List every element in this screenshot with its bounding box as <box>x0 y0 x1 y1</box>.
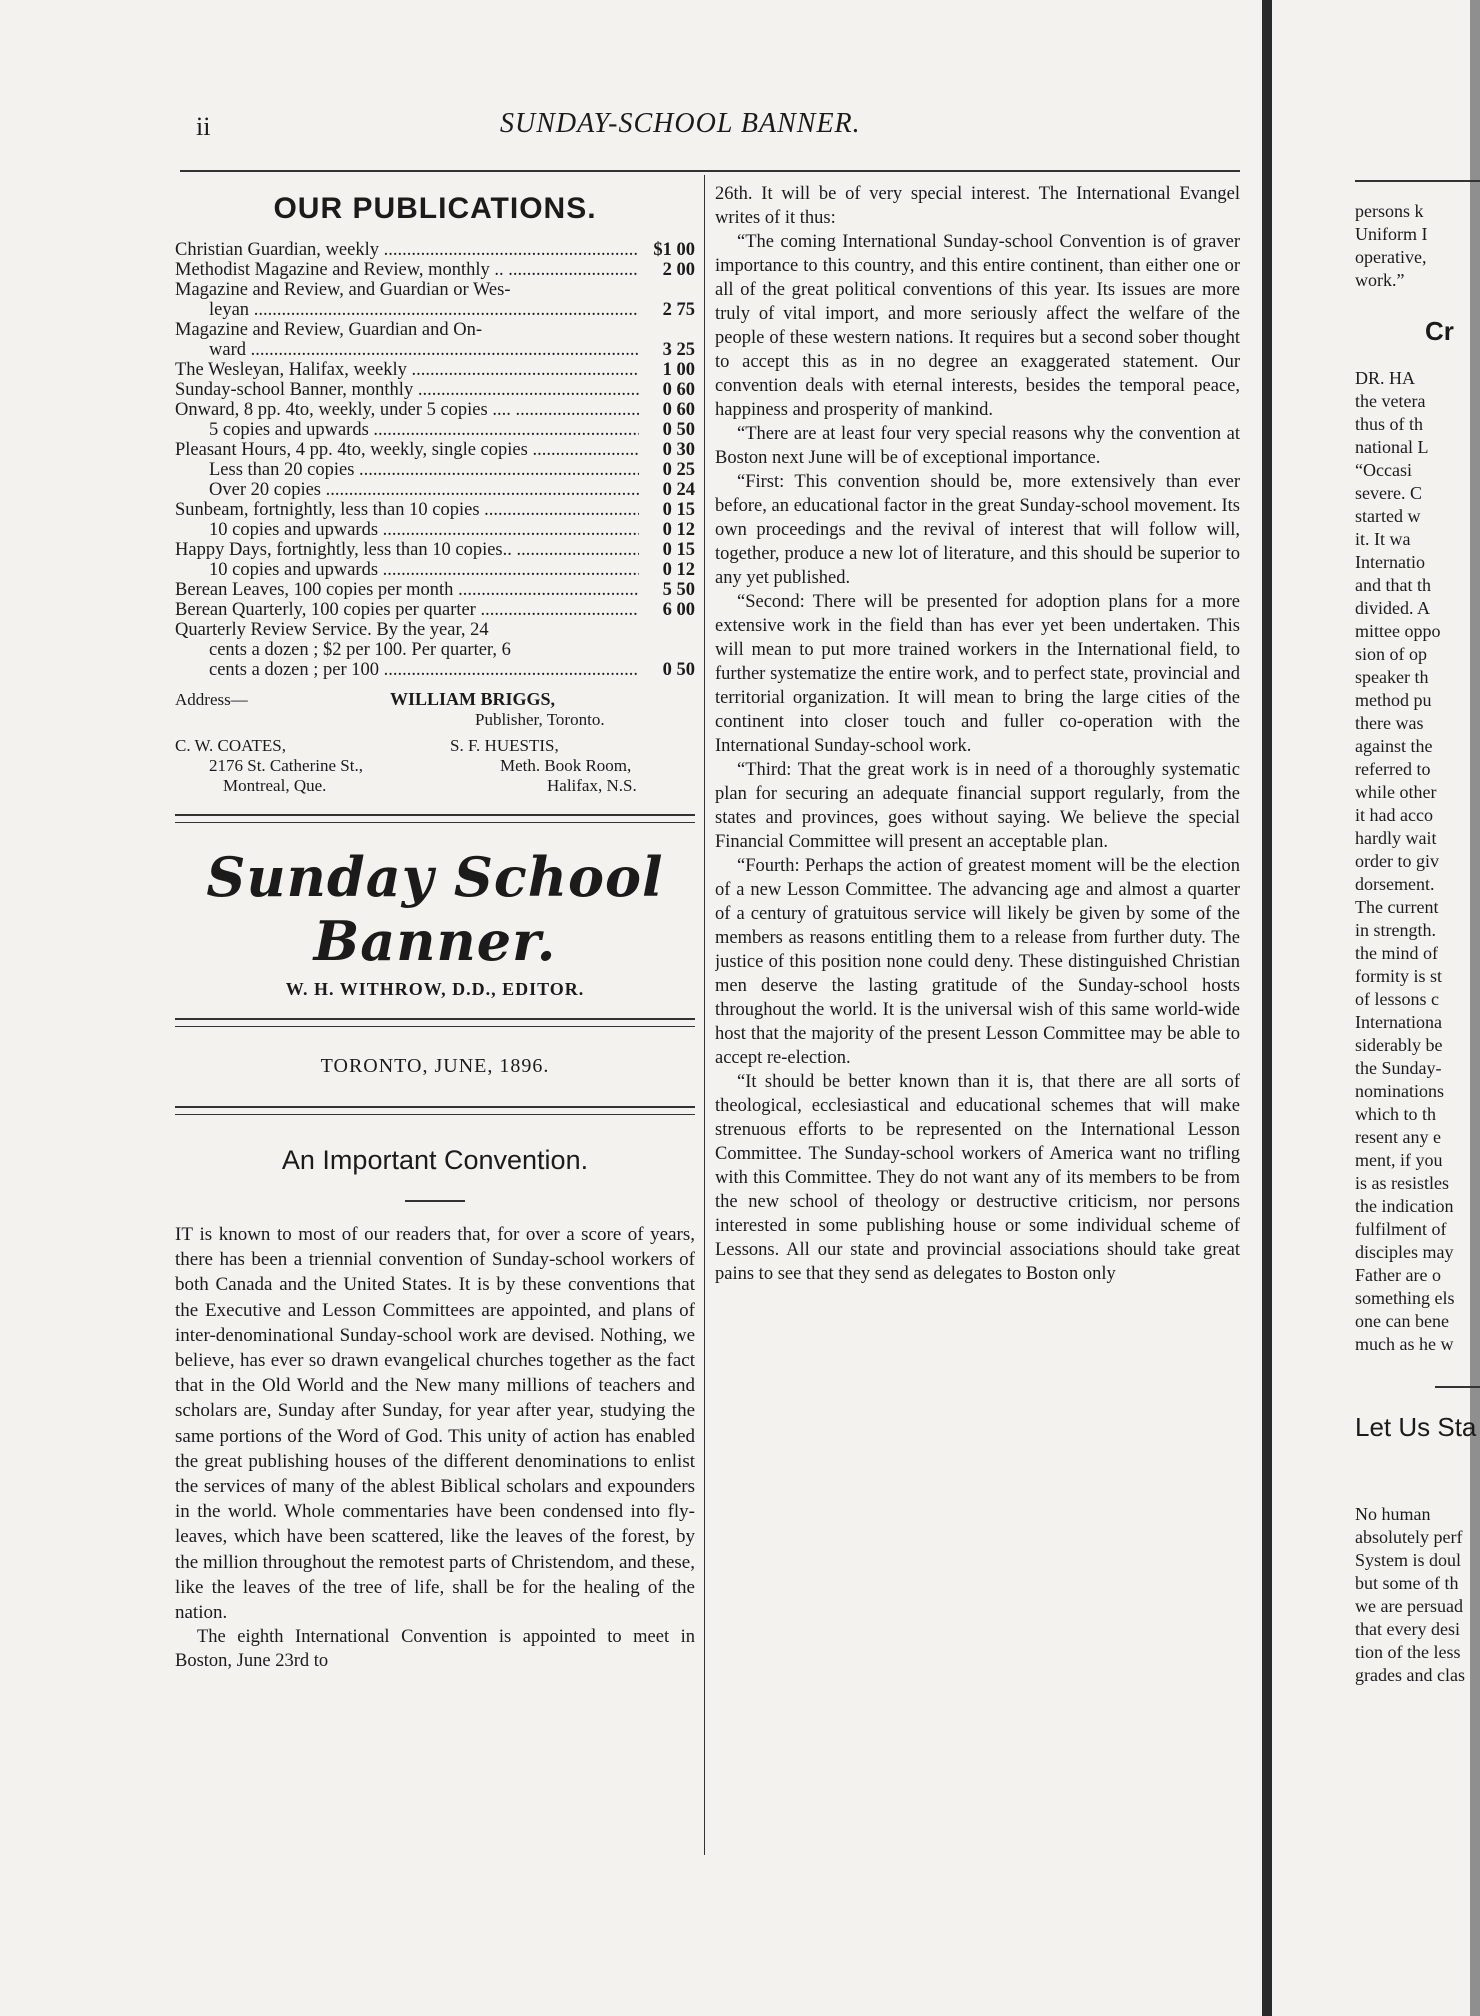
fragment-line: operative, <box>1355 247 1427 267</box>
price-list <box>175 240 695 680</box>
fragment-line: resent any e <box>1355 1127 1441 1147</box>
article-paragraph: “The coming International Sunday-school Convention is of graver importance to this country, and this entire continent, than either one or all of the great political conventions of this year. Its issues are more truly of vital import, and more seriously affect the welfare of the people of these western nations. It requires but a second sober thought to accept this as in no degree an exaggerated statement. Our convention deals with eternal interests, besides the temporal peace, happiness and prosperity of mankind. <box>715 232 1240 420</box>
fragment-line: of lessons c <box>1355 989 1439 1009</box>
article-paragraph: “There are at least four very special reasons why the convention at Boston next June will be of exceptional importance. <box>715 424 1240 468</box>
fragment-line: thus of th <box>1355 414 1424 434</box>
price-row: Berean Quarterly, 100 copies per quarter ..... 6 00 <box>175 600 695 620</box>
fragment-line: Internationa <box>1355 1012 1442 1032</box>
fragment-heading-1: Cr <box>1425 316 1454 346</box>
fragment-line: but some of th <box>1355 1573 1459 1593</box>
fragment-line: sion of op <box>1355 644 1427 664</box>
masthead-title: Sunday School Banner. <box>206 845 664 973</box>
fragment-line: No human <box>1355 1504 1431 1524</box>
price-row: Sunday-school Banner, monthly ..... 0 60 <box>175 380 695 400</box>
fragment-line: started w <box>1355 506 1421 526</box>
price-row: The Wesleyan, Halifax, weekly ..... 1 00 <box>175 360 695 380</box>
article-paragraph: “It should be better known than it is, that there are all sorts of theological, ecclesiastical and educational schemes that will make strenuous efforts to be represented on the International Lesson Committee. The Sunday-school workers of America want no trifling with this Committee. They do not want any of its members to be from the new school of theology or destructive criticism, nor persons interested in some publishing house or some individual scheme of Lessons. All our state and provincial associations should take great pains to see that they send as delegates to Boston only <box>715 1072 1240 1284</box>
fragment-line: against the <box>1355 736 1433 756</box>
rule-below-dateline <box>175 1106 695 1115</box>
price-row: Pleasant Hours, 4 pp. 4to, weekly, single copies ..... 0 30 <box>175 440 695 460</box>
fragment-line: mittee oppo <box>1355 621 1441 641</box>
article-paragraph: “Second: There will be presented for adoption plans for a more extensive work in the field than has ever yet been undertaken. This will mean to put more trained workers in the International field, to further systematize the entire work, and to perfect state, provincial and territorial organization. It will mean to bring the large cities of the continent into closer touch and fuller co-operation with the International Sunday-school work. <box>715 592 1240 756</box>
fragment-lines-top <box>1355 200 1480 292</box>
fragment-line: order to giv <box>1355 851 1439 871</box>
left-column <box>175 182 695 1852</box>
middle-column <box>715 182 1240 1832</box>
fragment-line: disciples may <box>1355 1242 1454 1262</box>
fragment-line: while other <box>1355 782 1437 802</box>
fragment-line: persons k <box>1355 201 1424 221</box>
rule-below-editor <box>175 1018 695 1027</box>
fragment-line: in strength. <box>1355 920 1436 940</box>
fragment-line: “Occasi <box>1355 460 1412 480</box>
fragment-line: formity is st <box>1355 966 1443 986</box>
price-row: Over 20 copies ..... 0 24 <box>175 480 695 500</box>
price-row: Quarterly Review Service. By the year, 24 <box>175 620 489 640</box>
price-row: 10 copies and upwards ..... 0 12 <box>175 560 695 580</box>
fragment-line: something els <box>1355 1288 1455 1308</box>
fragment-line: which to th <box>1355 1104 1436 1124</box>
drop-cap: IT <box>175 1224 193 1245</box>
fragment-line: much as he w <box>1355 1334 1454 1354</box>
fragment-line: the indication <box>1355 1196 1454 1216</box>
agent1-city: Montreal, Que. <box>223 776 327 795</box>
article-paragraph: “Fourth: Perhaps the action of greatest moment will be the election of a new Lesson Committee. The advancing age and almost a quarter of a century of gratuitous service will likely be given by some of the members as reasons entitling them to a release from further duty. The justice of this position none could deny. These distinguished Christian men deserve the lasting gratitude of the Sunday-school hosts throughout the world. It is the universal wish of this same world-wide host that the majority of the present Lesson Committee may be able to accept re-election. <box>715 856 1240 1068</box>
fragment-line: there was <box>1355 713 1424 733</box>
price-row: Sunbeam, fortnightly, less than 10 copies ..... 0 15 <box>175 500 695 520</box>
fragment-line: speaker th <box>1355 667 1429 687</box>
fragment-line: Father are o <box>1355 1265 1441 1285</box>
agent2-name: S. F. HUESTIS, <box>450 736 559 755</box>
fragment-line: national L <box>1355 437 1429 457</box>
price-row: 5 copies and upwards ..... 0 50 <box>175 420 695 440</box>
publisher-name: WILLIAM BRIGGS, <box>390 689 556 709</box>
address-label: Address— <box>175 690 248 709</box>
fragment-line: fulfilment of <box>1355 1219 1447 1239</box>
fragment-line: nominations <box>1355 1081 1444 1101</box>
fragment-line: grades and clas <box>1355 1665 1465 1685</box>
price-row: Magazine and Review, and Guardian or Wes- <box>175 280 511 300</box>
article-paragraph: 26th. It will be of very special interest. The International Evangel writes of it thus: <box>715 184 1240 228</box>
fragment-line: tion of the less <box>1355 1642 1461 1662</box>
article-paragraph: IT is known to most of our readers that, for over a score of years, there has been a triennial convention of Sunday-school workers of both Canada and the United States. It is by these conventions that the Executive and Lesson Committees are appointed, and plans of inter-denominational Sunday-school work are devised. Nothing, we believe, has ever so drawn evangelical churches together as the fact that in the Old World and the New many millions of teachers and scholars are, Sunday after Sunday, for year after year, studying the same portions of the Word of God. This unity of action has enabled the great publishing houses of the different denominations to enlist the services of many of the ablest Biblical scholars and expounders in the world. Whole commentaries have been condensed into fly-leaves, which have been scattered, like the leaves of the forest, by the million throughout the remotest parts of Christendom, and these, like the leaves of the tree of life, shall be for the healing of the nation. <box>175 1224 695 1624</box>
price-row: Onward, 8 pp. 4to, weekly, under 5 copies .... ..... 0 60 <box>175 400 695 420</box>
fragment-line: the Sunday- <box>1355 1058 1442 1078</box>
fragment-line: that every desi <box>1355 1619 1460 1639</box>
fragment-lines-bottom <box>1355 1503 1480 1687</box>
fragment-line: dorsement. <box>1355 874 1435 894</box>
agent1-street: 2176 St. Catherine St., <box>209 756 363 775</box>
fragment-line: hardly wait <box>1355 828 1437 848</box>
fragment-line: System is doul <box>1355 1550 1462 1570</box>
fragment-line: work.” <box>1355 270 1405 290</box>
fragment-line: divided. A <box>1355 598 1430 618</box>
price-row: Methodist Magazine and Review, monthly .. ..... 2 00 <box>175 260 695 280</box>
fragment-line: the vetera <box>1355 391 1426 411</box>
fragment-lines-mid <box>1355 367 1480 1356</box>
dateline: TORONTO, JUNE, 1896. <box>320 1055 550 1077</box>
price-row: leyan ..... 2 75 <box>175 300 695 320</box>
fragment-line: method pu <box>1355 690 1432 710</box>
running-head <box>180 108 1240 148</box>
price-row: Christian Guardian, weekly ..... $1 00 <box>175 240 695 260</box>
price-row: cents a dozen ; $2 per 100. Per quarter, 6 <box>209 640 511 660</box>
page-gutter-shadow <box>1262 0 1272 2016</box>
agent2-street: Meth. Book Room, <box>500 756 632 775</box>
fragment-line: and that th <box>1355 575 1431 595</box>
price-row: cents a dozen ; per 100 ..... 0 50 <box>175 660 695 680</box>
fragment-line: it had acco <box>1355 805 1433 825</box>
fragment-line: we are persuad <box>1355 1596 1463 1616</box>
fragment-line: Uniform I <box>1355 224 1428 244</box>
fragment-line: severe. C <box>1355 483 1422 503</box>
price-row: ward ..... 3 25 <box>175 340 695 360</box>
header-rule <box>180 170 1240 172</box>
fragment-rule <box>1435 1386 1480 1388</box>
column-divider <box>704 175 705 1855</box>
right-page-fragment <box>1355 170 1480 1890</box>
fragment-line: Internatio <box>1355 552 1425 572</box>
fragment-line: the mind of <box>1355 943 1438 963</box>
fragment-line: siderably be <box>1355 1035 1443 1055</box>
price-row: Happy Days, fortnightly, less than 10 copies.. ..... 0 15 <box>175 540 695 560</box>
fragment-line: it. It wa <box>1355 529 1411 549</box>
publisher-place: Publisher, Toronto. <box>475 710 605 729</box>
publications-heading: OUR PUBLICATIONS. <box>273 192 597 225</box>
address-block <box>175 686 695 816</box>
article-paragraph: “First: This convention should be, more extensively than ever before, an educational factor in the great Sunday-school movement. Its own proceedings and the revival of interest that will follow will, together, produce a new lot of literature, and this should be superior to any yet published. <box>715 472 1240 588</box>
price-row: Magazine and Review, Guardian and On- <box>175 320 483 340</box>
fragment-line: one can bene <box>1355 1311 1449 1331</box>
price-row: Berean Leaves, 100 copies per month ..... 5 50 <box>175 580 695 600</box>
fragment-line: referred to <box>1355 759 1431 779</box>
fragment-line: is as resistles <box>1355 1173 1449 1193</box>
journal-title: SUNDAY-SCHOOL BANNER. <box>500 108 861 139</box>
price-row: Less than 20 copies ..... 0 25 <box>175 460 695 480</box>
editor-line: W. H. WITHROW, D.D., EDITOR. <box>285 979 585 999</box>
fragment-line: The current <box>1355 897 1439 917</box>
agent2-city: Halifax, N.S. <box>547 776 637 795</box>
agent1-name: C. W. COATES, <box>175 736 286 755</box>
fragment-heading-2: Let Us Sta <box>1355 1412 1477 1442</box>
price-row: 10 copies and upwards ..... 0 12 <box>175 520 695 540</box>
fragment-line: DR. HA <box>1355 368 1416 388</box>
article-paragraph: The eighth International Convention is appointed to meet in Boston, June 23rd to <box>175 1627 695 1672</box>
page-number: ii <box>196 112 211 141</box>
fragment-line: absolutely perf <box>1355 1527 1463 1547</box>
article-paragraph: “Third: That the great work is in need of a thoroughly systematic plan for securing an adequate financial support regularly, from the states and provinces, goes without saying. We believe the special Financial Committee will present an acceptable plan. <box>715 760 1240 852</box>
title-rule <box>405 1200 465 1202</box>
article-title: An Important Convention. <box>281 1145 589 1175</box>
fragment-line: ment, if you <box>1355 1150 1443 1170</box>
